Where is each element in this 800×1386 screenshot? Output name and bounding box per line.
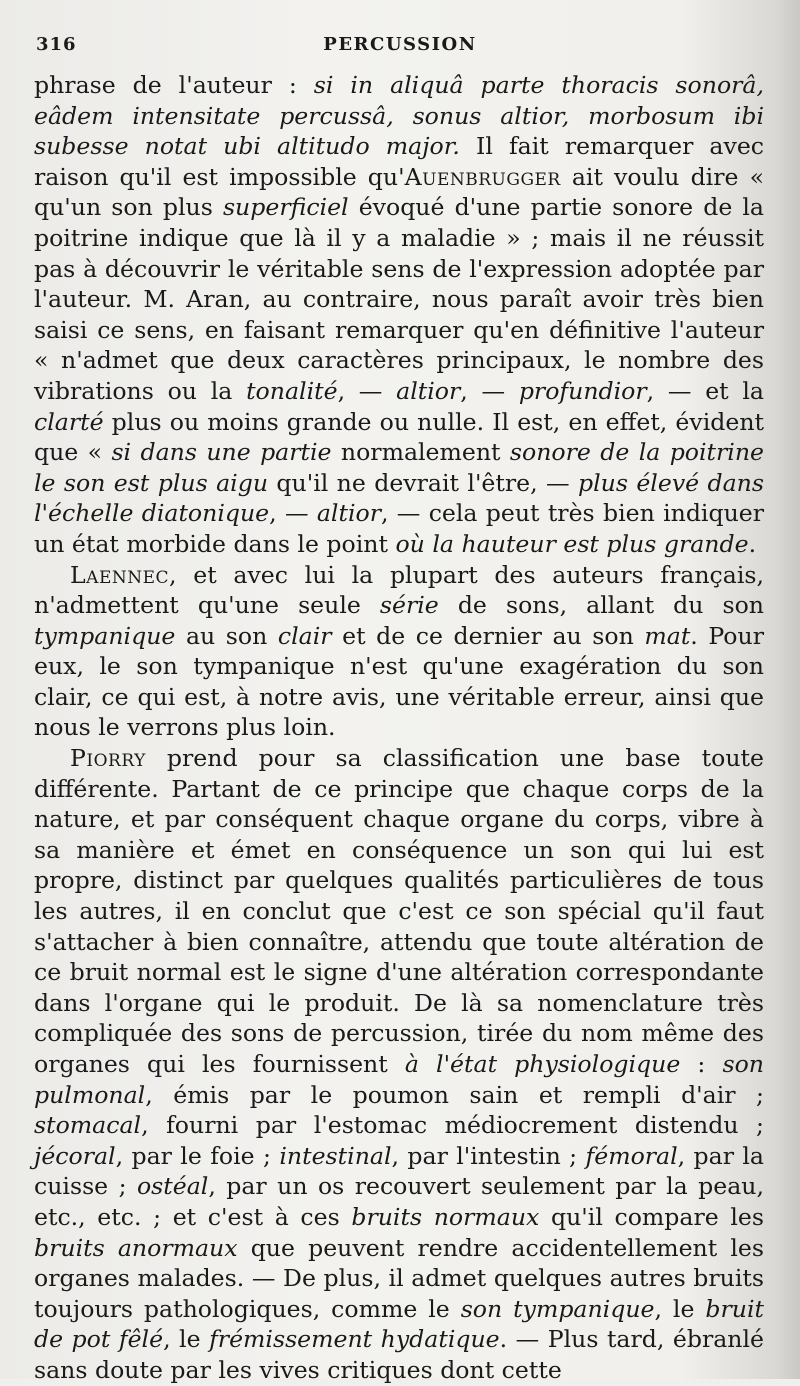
text-run: : [680, 1050, 723, 1078]
body-text [34, 70, 764, 1386]
italic-text: altior [396, 376, 461, 405]
italic-text: clair [277, 621, 332, 650]
author-name: Piorry [70, 744, 146, 773]
text-run: prend pour sa classification une base toute différente. Partant de ce principe que chaque corps de la nature, et par conséquent chaque organe du corps, vibre à sa manière et émet en conséquence un son qui lui est propre, distinct par quelques qualités particulières de tous les autres, il en conclut que c'est ce son spécial qu'il faut s'attacher à bien connaître, attendu que toute altération de ce bruit normal est le signe d'une altération correspondante dans l'organe qui le produit. De là sa nomenclature très compliquée des sons de percussion, tirée du nom même des organes qui les fournissent [34, 744, 764, 1078]
italic-text: si dans une partie [111, 438, 332, 467]
italic-text: sonore de la poitrine le son est plus aigu [34, 438, 765, 497]
text-run: qu'il ne devrait l'être, — [268, 468, 578, 497]
text-run: que peuvent rendre accidentellement les organes malades. — De plus, il admet quelques autres bruits toujours pathologiques, comme le [34, 1233, 764, 1323]
text-run: , le [654, 1294, 706, 1323]
text-run: , — cela peut très bien indiquer un état morbide dans le point [34, 499, 765, 558]
italic-text: son pulmonal [34, 1050, 764, 1109]
text-run: et de ce dernier au son [331, 621, 645, 650]
paragraph [34, 70, 764, 560]
text-run: , émis par le poumon sain et rempli d'air ; [145, 1080, 764, 1109]
italic-text: clarté [34, 407, 104, 436]
text-run: ait voulu dire « qu'un son plus [34, 162, 764, 222]
page-header [36, 30, 764, 60]
text-run: , — [269, 499, 317, 528]
text-run: , — et la [646, 376, 765, 405]
text-run: au son [175, 621, 278, 650]
text-run: . — Plus tard, ébranlé sans doute par les vives critiques dont cette [34, 1325, 764, 1384]
text-run: , fourni par l'estomac médiocrement distendu ; [141, 1111, 764, 1140]
italic-text: tympanique [34, 621, 176, 650]
text-run: , — [337, 376, 397, 405]
italic-text: altior [316, 499, 381, 528]
italic-text: ostéal [136, 1172, 209, 1201]
text-run: , et avec lui la plupart des auteurs français, n'admettent qu'une seule [34, 560, 764, 620]
text-run: , le [163, 1325, 210, 1354]
text-run: évoqué d'une partie sonore de la poitrine indique que là il y a maladie » ; mais il ne réussit pas à découvrir le véritable sens de l'expression adoptée par l'auteur. M. Aran, au contraire, nous paraît avoir très bien saisi ce sens, en faisant remarquer qu'en définitive l'auteur « n'admet que deux caractères principaux, le nombre des vibrations ou la [34, 193, 764, 405]
italic-text: intestinal [279, 1141, 392, 1170]
italic-text: mat [644, 621, 691, 650]
italic-text: frémissement hydatique [209, 1325, 500, 1354]
text-run: normalement [331, 438, 510, 467]
italic-text: tonalité [246, 376, 338, 405]
italic-text: son tympanique [460, 1294, 655, 1323]
text-run: qu'il compare les [539, 1202, 764, 1231]
text-run: , par l'intestin ; [391, 1141, 586, 1170]
italic-text: à l'état physiologique [404, 1050, 681, 1078]
italic-text: superficiel [222, 193, 349, 222]
paragraph [34, 560, 764, 744]
page-number: 316 [36, 34, 77, 55]
italic-text: jécoral [34, 1141, 116, 1170]
text-run: , par un os recouvert seulement par la peau, etc., etc. ; et c'est à ces [34, 1172, 764, 1231]
italic-text: bruits normaux [351, 1202, 540, 1231]
italic-text: profundior [518, 376, 647, 405]
text-run: de sons, allant du son [438, 591, 764, 620]
text-run: , — [460, 376, 519, 405]
italic-text: si in aliquâ parte thoracis sonorâ, eâdem intensitate percussâ, sonus altior, morbosum ibi subesse notat ubi altitudo major. [34, 71, 764, 161]
author-name: Auenbrugger [404, 162, 561, 191]
italic-text: stomacal [34, 1111, 142, 1140]
text-run: phrase de l'auteur : [34, 71, 314, 99]
author-name: Laennec [70, 560, 170, 589]
text-run: . [748, 529, 757, 558]
running-head: PERCUSSION [323, 34, 477, 55]
text-run: , par le foie ; [115, 1141, 280, 1170]
text-run: Il fait remarquer avec raison qu'il est impossible qu' [34, 132, 765, 191]
italic-text: où la hauteur est plus grande [395, 529, 749, 558]
paragraph [34, 743, 764, 1385]
italic-text: fémoral [585, 1141, 678, 1170]
text-run: plus ou moins grande ou nulle. Il est, en effet, évident que « [34, 407, 764, 467]
italic-text: bruits anormaux [34, 1233, 238, 1262]
italic-text: plus élevé dans l'échelle diatonique [34, 468, 764, 528]
text-run: . Pour eux, le son tympanique n'est qu'une exagération du son clair, ce qui est, à notre avis, une véritable erreur, ainsi que nous le verrons plus loin. [34, 621, 764, 742]
italic-text: bruit de pot fêlé [34, 1294, 764, 1354]
italic-text: série [379, 591, 439, 620]
text-run: , par la cuisse ; [34, 1141, 764, 1201]
